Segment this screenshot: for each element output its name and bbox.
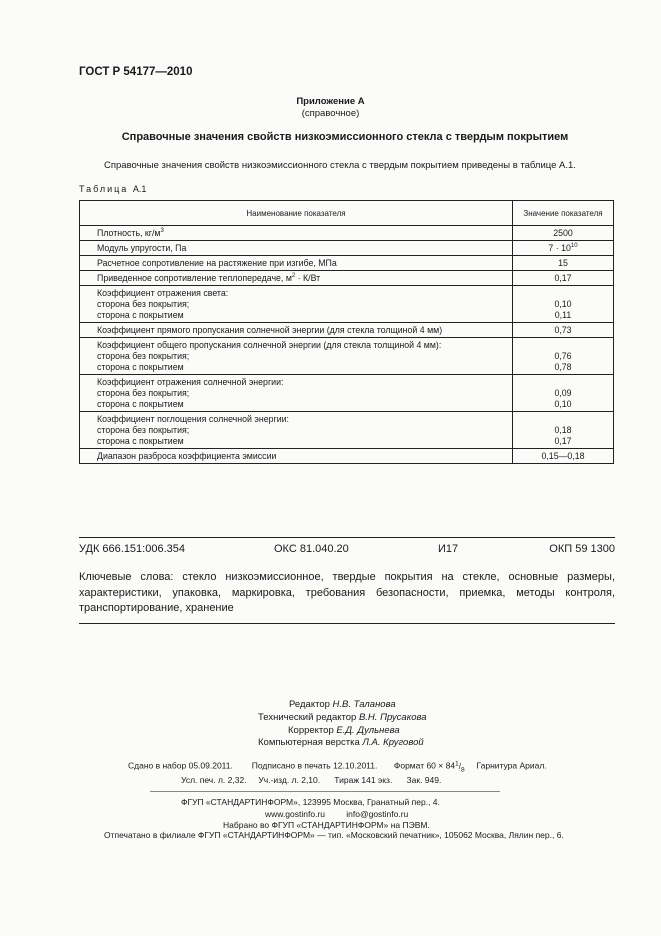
value-line: 0,78	[554, 362, 572, 372]
property-name	[80, 323, 513, 338]
table-row	[80, 241, 614, 256]
value-line	[518, 377, 608, 388]
property-subline: сторона без покрытия;	[97, 388, 190, 398]
credit-editor	[289, 699, 396, 710]
property-value	[513, 226, 614, 241]
table-row	[80, 323, 614, 338]
value-line: 0,11	[554, 310, 572, 320]
credit-editor-label: Редактор	[289, 699, 330, 710]
credit-layout-name: Л.А. Круговой	[362, 737, 424, 748]
imprint-line-1	[128, 760, 547, 773]
credit-editor-name: Н.В. Таланова	[332, 699, 396, 710]
credit-corrector-label: Корректор	[288, 725, 334, 736]
imprint-line-2	[181, 775, 441, 785]
imprint-publisher-sheets: Уч.-изд. л. 2,10.	[258, 775, 321, 785]
property-subline: сторона с покрытием	[97, 310, 184, 320]
table-caption	[79, 184, 146, 194]
property-subline: сторона без покрытия;	[97, 351, 190, 361]
table-row	[80, 338, 614, 375]
table-caption-number: А.1	[132, 184, 147, 194]
property-name	[80, 449, 513, 464]
property-name	[80, 338, 513, 375]
imprint-divider	[150, 791, 500, 792]
unit-suffix: · К/Вт	[295, 273, 321, 283]
property-name-line	[97, 228, 507, 239]
table-row	[80, 375, 614, 412]
unit-exponent: 3	[160, 228, 164, 234]
property-name-line: Модуль упругости, Па	[97, 243, 187, 253]
value-line: 2500	[553, 228, 573, 238]
value-line	[518, 243, 608, 254]
credit-corrector-name: Е.Д. Дульнева	[336, 725, 400, 736]
property-value	[513, 286, 614, 323]
property-name	[80, 271, 513, 286]
property-name-line: Коэффициент отражения света:	[97, 288, 229, 298]
value-exponent: 10	[570, 243, 578, 249]
property-name-line: Коэффициент отражения солнечной энергии:	[97, 377, 284, 387]
credit-tech-editor-name: В.Н. Прусакова	[358, 712, 427, 723]
value-line: 0,09	[554, 388, 572, 398]
properties-table	[79, 200, 614, 464]
property-name	[80, 412, 513, 449]
property-name-text: Приведенное сопротивление теплопередаче, м	[97, 273, 292, 283]
property-name-line: Коэффициент поглощения солнечной энергии:	[97, 414, 289, 424]
group-code: И17	[438, 543, 459, 555]
table-header-row	[80, 201, 614, 226]
section-title: Справочные значения свойств низкоэмиссионного стекла с твердым покрытием	[121, 131, 569, 143]
imprint-print-sheets: Усл. печ. л. 2,32.	[181, 775, 247, 785]
imprint-printer: Отпечатано в филиале ФГУП «СТАНДАРТИНФОРМ» — тип. «Московский печатник», 105062 Москва, Лялин пер., 6.	[104, 830, 564, 840]
credit-tech-editor-label: Технический редактор	[258, 712, 357, 723]
value-line: 0,10	[554, 399, 572, 409]
property-name-line: Коэффициент прямого пропускания солнечной энергии (для стекла толщиной 4 мм)	[97, 325, 443, 335]
table-row	[80, 286, 614, 323]
imprint-typeset-date: Сдано в набор 05.09.2011.	[128, 760, 233, 771]
property-value	[513, 256, 614, 271]
imprint-format: Формат 60 × 84	[393, 760, 456, 771]
property-value	[513, 323, 614, 338]
fraction-numerator: 1	[455, 760, 459, 767]
column-header-value: Значение показателя	[513, 201, 614, 226]
credit-layout	[258, 737, 424, 748]
imprint-typeface: Гарнитура Ариал.	[476, 760, 547, 771]
udk-code: УДК 666.151:006.354	[79, 543, 185, 555]
property-name-line: Коэффициент общего пропускания солнечной энергии (для стекла толщиной 4 мм):	[97, 340, 442, 350]
property-subline: сторона с покрытием	[97, 436, 184, 446]
value-line: 0,15—0,18	[541, 451, 585, 461]
imprint-publisher: ФГУП «СТАНДАРТИНФОРМ», 123995 Москва, Гранатный пер., 4.	[181, 797, 440, 807]
value-line: 15	[558, 258, 568, 268]
value-line: 0,73	[554, 325, 572, 335]
table-caption-word: Таблица	[79, 184, 129, 194]
credit-layout-label: Компьютерная верстка	[258, 737, 360, 748]
property-name	[80, 226, 513, 241]
property-name	[80, 286, 513, 323]
oks-code: ОКС 81.040.20	[274, 543, 349, 555]
okp-code: ОКП 59 1300	[549, 543, 615, 555]
value-line: 0,10	[554, 299, 572, 309]
property-name-line: Диапазон разброса коэффициента эмиссии	[97, 451, 277, 461]
property-subline: сторона без покрытия;	[97, 299, 190, 309]
property-value	[513, 338, 614, 375]
value-line: 0,18	[554, 425, 572, 435]
property-name-line: Расчетное сопротивление на растяжение при изгибе, МПа	[97, 258, 337, 268]
credit-tech-editor	[258, 712, 427, 723]
property-subline: сторона с покрытием	[97, 399, 184, 409]
property-name	[80, 241, 513, 256]
property-name	[80, 375, 513, 412]
property-subline: сторона без покрытия;	[97, 425, 190, 435]
table-row	[80, 256, 614, 271]
value-line	[518, 414, 608, 425]
imprint-website-link[interactable]: www.gostinfo.ru	[265, 809, 325, 819]
imprint-typeset: Набрано во ФГУП «СТАНДАРТИНФОРМ» на ПЭВМ.	[223, 820, 430, 830]
document-header: ГОСТ Р 54177—2010	[79, 66, 193, 78]
table-row	[80, 271, 614, 286]
imprint-signed-date: Подписано в печать 12.10.2011.	[251, 760, 378, 771]
divider-top	[79, 537, 615, 538]
property-value	[513, 241, 614, 256]
credit-corrector	[288, 725, 400, 736]
value-line	[518, 340, 608, 351]
imprint-format-fraction: $^1/_8$	[455, 760, 465, 774]
value-line: 0,76	[554, 351, 572, 361]
appendix-title: Приложение А	[296, 96, 365, 107]
property-value	[513, 375, 614, 412]
imprint-email-link[interactable]: info@gostinfo.ru	[346, 809, 409, 819]
value-mantissa: 7 · 10	[548, 243, 571, 253]
property-name	[80, 256, 513, 271]
table-row	[80, 226, 614, 241]
keywords-paragraph: Ключевые слова: стекло низкоэмиссионное, твердые покрытия на стекле, основные размеры, характеристики, упаковка, маркировка, требования безопасности, приемка, методы контроля, транспортирование, хранение	[79, 571, 615, 614]
imprint-order: Зак. 949.	[406, 775, 442, 785]
unit-exponent: 2	[291, 273, 296, 279]
property-value	[513, 271, 614, 286]
value-line: 0,17	[554, 273, 572, 283]
column-header-name: Наименование показателя	[80, 201, 513, 226]
divider-bottom	[79, 623, 615, 624]
fraction-denominator: 8	[460, 766, 465, 774]
appendix-subtitle: (справочное)	[301, 108, 360, 119]
intro-paragraph: Справочные значения свойств низкоэмиссионного стекла с твердым покрытием приведены в таблице А.1.	[104, 160, 576, 171]
value-line: 0,17	[554, 436, 572, 446]
imprint-contacts	[265, 809, 408, 819]
property-name-text: Плотность, кг/м	[97, 228, 161, 238]
value-line	[518, 288, 608, 299]
table-row	[80, 412, 614, 449]
imprint-circulation: Тираж 141 экз.	[334, 775, 393, 785]
property-value	[513, 449, 614, 464]
property-subline: сторона с покрытием	[97, 362, 184, 372]
property-value	[513, 412, 614, 449]
table-row	[80, 449, 614, 464]
property-name-line	[97, 273, 507, 284]
